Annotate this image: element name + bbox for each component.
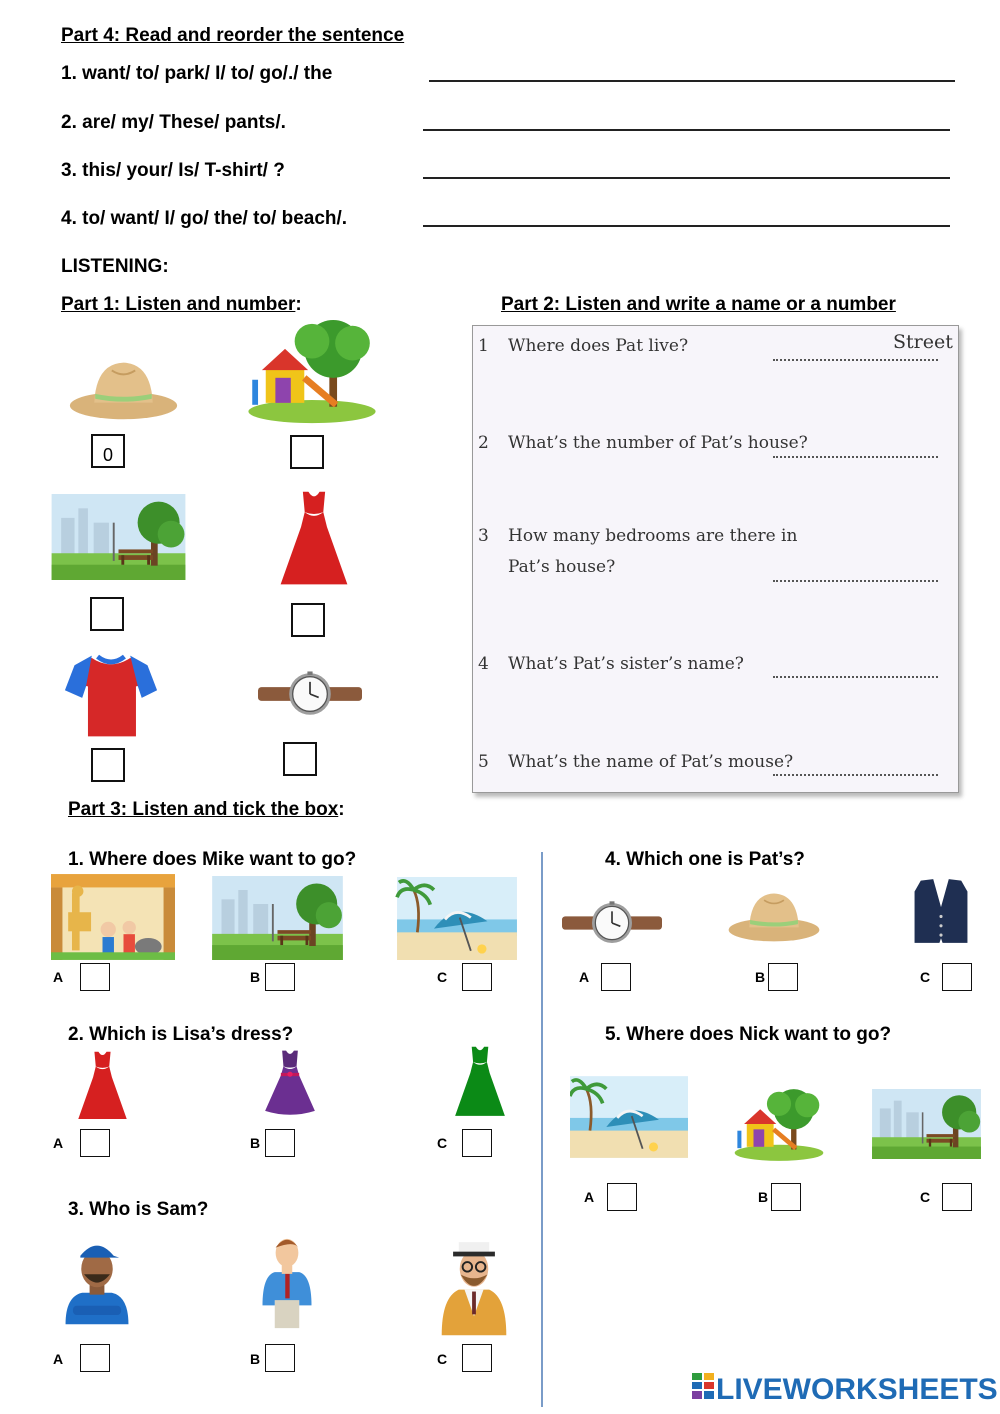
- park-icon: [209, 876, 346, 960]
- part1-title: Part 1: Listen and number: [61, 294, 296, 315]
- part3-q5: 5. Where does Nick want to go?: [605, 1024, 892, 1045]
- q5-checkbox-b[interactable]: [771, 1183, 801, 1211]
- man-cap-icon: [60, 1230, 134, 1326]
- question-text: How many bedrooms are there in: [508, 526, 798, 546]
- column-divider: [541, 852, 543, 1407]
- part1-box-tshirt[interactable]: [91, 748, 125, 782]
- watch-icon: [557, 898, 667, 948]
- q3-checkbox-c[interactable]: [462, 1344, 492, 1372]
- q4-checkbox-a[interactable]: [601, 963, 631, 991]
- q4-checkbox-c[interactable]: [942, 963, 972, 991]
- part3-q2: 2. Which is Lisa’s dress?: [68, 1024, 294, 1045]
- logo-grid-icon: [692, 1373, 714, 1407]
- part1-title-wrap: [61, 294, 302, 316]
- option-label-a: A: [53, 969, 64, 985]
- question-text: What’s Pat’s sister’s name?: [508, 654, 744, 674]
- part1-box-dress[interactable]: [291, 603, 325, 637]
- part4-item-4: 4. to/ want/ I/ go/ the/ to/ beach/.: [61, 208, 348, 229]
- q1-checkbox-a[interactable]: [80, 963, 110, 991]
- q-number: 2: [478, 433, 489, 453]
- red-dress-icon: [276, 488, 352, 590]
- option-label-a: A: [579, 969, 590, 985]
- part2-title: Part 2: Listen and write a name or a number: [501, 294, 896, 315]
- option-label-c: C: [920, 1189, 931, 1205]
- q2-checkbox-b[interactable]: [265, 1129, 295, 1157]
- part1-box-hat[interactable]: 0: [91, 434, 125, 468]
- option-label-b: B: [250, 969, 261, 985]
- answer-dots[interactable]: [773, 456, 938, 458]
- option-label-c: C: [437, 1351, 448, 1367]
- park-icon: [51, 494, 186, 580]
- part2-panel: [472, 325, 959, 793]
- q4-checkbox-b[interactable]: [768, 963, 798, 991]
- q2-checkbox-c[interactable]: [462, 1129, 492, 1157]
- green-dress-icon: [452, 1044, 508, 1120]
- listening-heading: LISTENING:: [61, 256, 169, 277]
- answer-line-2[interactable]: [423, 129, 950, 131]
- option-label-b: B: [755, 969, 766, 985]
- q-number: 5: [478, 752, 489, 772]
- option-label-a: A: [53, 1135, 64, 1151]
- q1-checkbox-b[interactable]: [265, 963, 295, 991]
- park-icon: [871, 1089, 982, 1159]
- part3-title: Part 3: Listen and tick the box: [68, 799, 339, 820]
- man-hat-glasses-icon: [436, 1228, 512, 1338]
- part3-q1: 1. Where does Mike want to go?: [68, 849, 357, 870]
- purple-dress-icon: [258, 1048, 322, 1120]
- q5-checkbox-a[interactable]: [607, 1183, 637, 1211]
- answer-dots[interactable]: [773, 359, 938, 361]
- playground-icon: [732, 1089, 826, 1163]
- red-dress-icon: [75, 1049, 130, 1123]
- playground-icon: [243, 320, 381, 426]
- tshirt-icon: [61, 648, 161, 744]
- q1-checkbox-c[interactable]: [462, 963, 492, 991]
- answer-dots[interactable]: [773, 676, 938, 678]
- q-number: 1: [478, 336, 489, 356]
- q-number: 4: [478, 654, 489, 674]
- part4-title: Part 4: Read and reorder the sentence: [61, 25, 405, 46]
- part3-colon: :: [338, 799, 345, 820]
- part4-item-2: 2. are/ my/ These/ pants/.: [61, 112, 286, 133]
- zoo-icon: [51, 874, 175, 960]
- q2-checkbox-a[interactable]: [80, 1129, 110, 1157]
- part3-q3: 3. Who is Sam?: [68, 1199, 209, 1220]
- q3-checkbox-a[interactable]: [80, 1344, 110, 1372]
- question-text: Where does Pat live?: [508, 336, 689, 356]
- option-label-b: B: [758, 1189, 769, 1205]
- liveworksheets-logo[interactable]: [692, 1372, 998, 1407]
- part1-box-park[interactable]: [90, 597, 124, 631]
- option-label-b: B: [250, 1351, 261, 1367]
- answer-line-1[interactable]: [429, 80, 955, 82]
- vest-icon: [908, 876, 974, 946]
- answer-line-4[interactable]: [423, 225, 950, 227]
- option-label-c: C: [437, 1135, 448, 1151]
- logo-text: LIVEWORKSHEETS: [716, 1373, 998, 1407]
- answer-example: Street: [893, 331, 953, 353]
- man-tie-icon: [252, 1225, 322, 1335]
- beach-icon: [570, 1074, 688, 1160]
- part4-item-1: 1. want/ to/ park/ I/ to/ go/./ the: [61, 63, 333, 84]
- option-label-c: C: [920, 969, 931, 985]
- question-text: What’s the name of Pat’s mouse?: [508, 752, 794, 772]
- answer-dots[interactable]: [773, 580, 938, 582]
- part1-colon: :: [295, 294, 302, 315]
- part4-item-3: 3. this/ your/ Is/ T-shirt/ ?: [61, 160, 285, 181]
- hat-icon: [722, 882, 826, 948]
- q-number: 3: [478, 526, 489, 546]
- part3-q4: 4. Which one is Pat’s?: [605, 849, 805, 870]
- option-label-c: C: [437, 969, 448, 985]
- part1-box-watch[interactable]: [283, 742, 317, 776]
- q5-checkbox-c[interactable]: [942, 1183, 972, 1211]
- q3-checkbox-b[interactable]: [265, 1344, 295, 1372]
- question-text: What’s the number of Pat’s house?: [508, 433, 808, 453]
- option-label-a: A: [53, 1351, 64, 1367]
- beach-icon: [395, 877, 519, 960]
- part1-box-playground[interactable]: [290, 435, 324, 469]
- watch-icon: [254, 668, 366, 720]
- hat-icon: [61, 349, 186, 427]
- option-label-b: B: [250, 1135, 261, 1151]
- answer-dots[interactable]: [773, 774, 938, 776]
- option-label-a: A: [584, 1189, 595, 1205]
- question-text: Pat’s house?: [508, 557, 616, 577]
- answer-line-3[interactable]: [423, 177, 950, 179]
- part3-title-wrap: [68, 799, 345, 821]
